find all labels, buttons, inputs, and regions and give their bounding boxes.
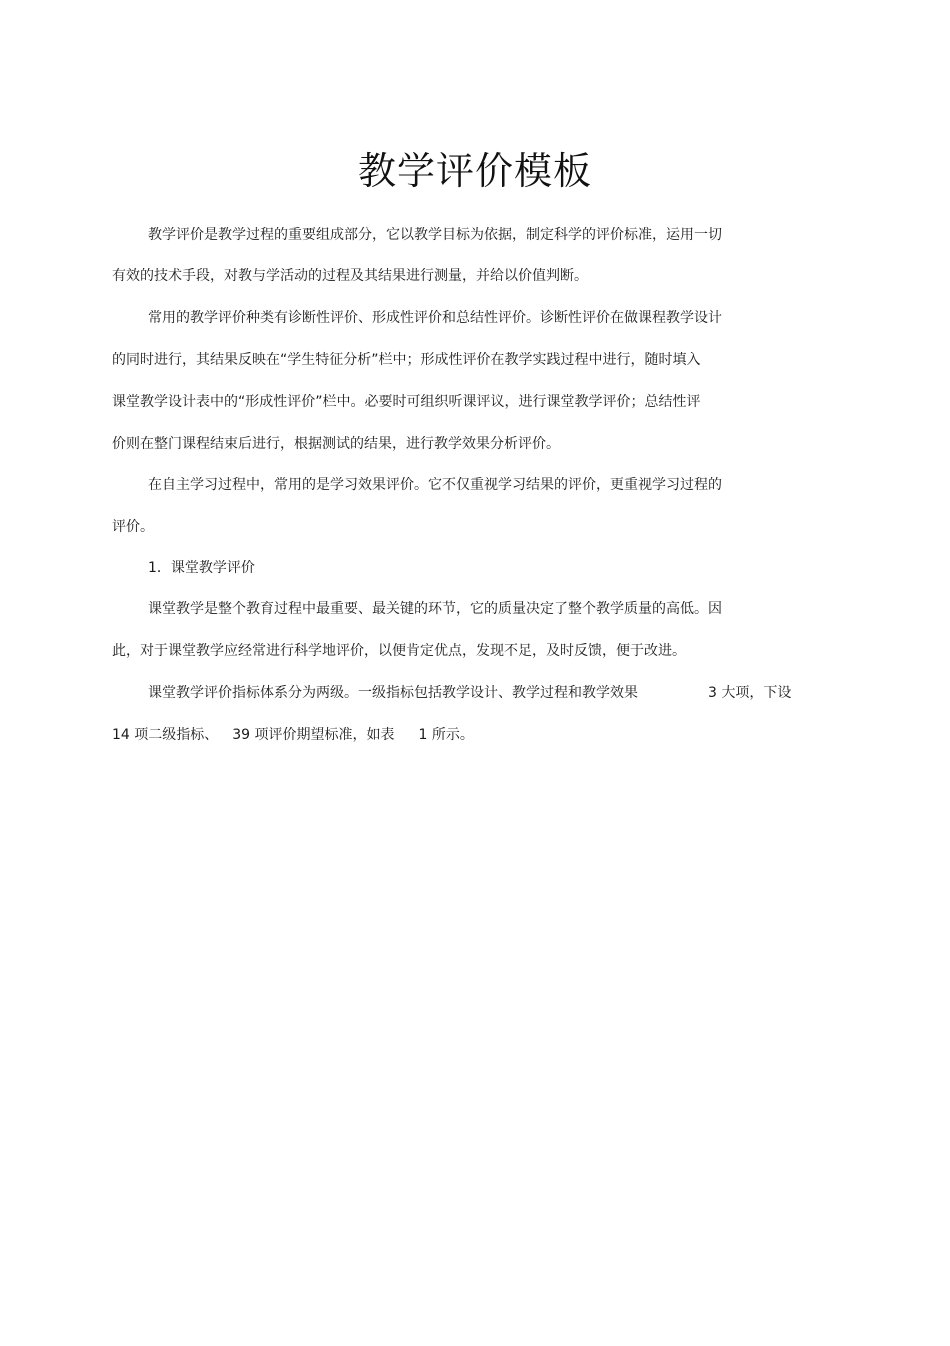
section-1-heading: 1．课堂教学评价 bbox=[148, 560, 255, 576]
paragraph-1-line-2: 有效的技术手段，对教与学活动的过程及其结果进行测量，并给以价值判断。 bbox=[112, 268, 588, 284]
paragraph-5-line-2-part-3: 1 所示。 bbox=[418, 727, 474, 743]
paragraph-4-line-2: 此，对于课堂教学应经常进行科学地评价，以便肯定优点，发现不足，及时反馈，便于改进。 bbox=[112, 643, 686, 659]
paragraph-5-line-1-count: 3 大项，下设 bbox=[708, 685, 792, 701]
paragraph-4-line-1: 课堂教学是整个教育过程中最重要、最关键的环节，它的质量决定了整个教学质量的高低。因 bbox=[148, 601, 722, 617]
paragraph-5-line-2-part-2: 39 项评价期望标准，如表 bbox=[232, 727, 395, 743]
paragraph-5-line-1-text: 课堂教学评价指标体系分为两级。一级指标包括教学设计、教学过程和教学效果 bbox=[148, 685, 638, 701]
paragraph-2-line-2: 的同时进行，其结果反映在“学生特征分析”栏中；形成性评价在教学实践过程中进行，随时填入 bbox=[112, 352, 701, 368]
paragraph-5-line-2 bbox=[112, 725, 474, 745]
paragraph-2-line-4: 价则在整门课程结束后进行，根据测试的结果，进行教学效果分析评价。 bbox=[112, 436, 560, 452]
paragraph-1-line-1: 教学评价是教学过程的重要组成部分，它以教学目标为依据，制定科学的评价标准，运用一切 bbox=[148, 227, 722, 243]
paragraph-3-line-2: 评价。 bbox=[112, 519, 154, 535]
document-title: 教学评价模板 bbox=[357, 149, 592, 193]
paragraph-3-line-1: 在自主学习过程中，常用的是学习效果评价。它不仅重视学习结果的评价，更重视学习过程的 bbox=[148, 477, 722, 493]
paragraph-5-line-2-part-1: 14 项二级指标、 bbox=[112, 727, 219, 743]
paragraph-2-line-1: 常用的教学评价种类有诊断性评价、形成性评价和总结性评价。诊断性评价在做课程教学设计 bbox=[148, 310, 722, 326]
paragraph-5-line-1 bbox=[148, 683, 791, 703]
paragraph-2-line-3: 课堂教学设计表中的“形成性评价”栏中。必要时可组织听课评议，进行课堂教学评价；总结性评 bbox=[112, 394, 701, 410]
